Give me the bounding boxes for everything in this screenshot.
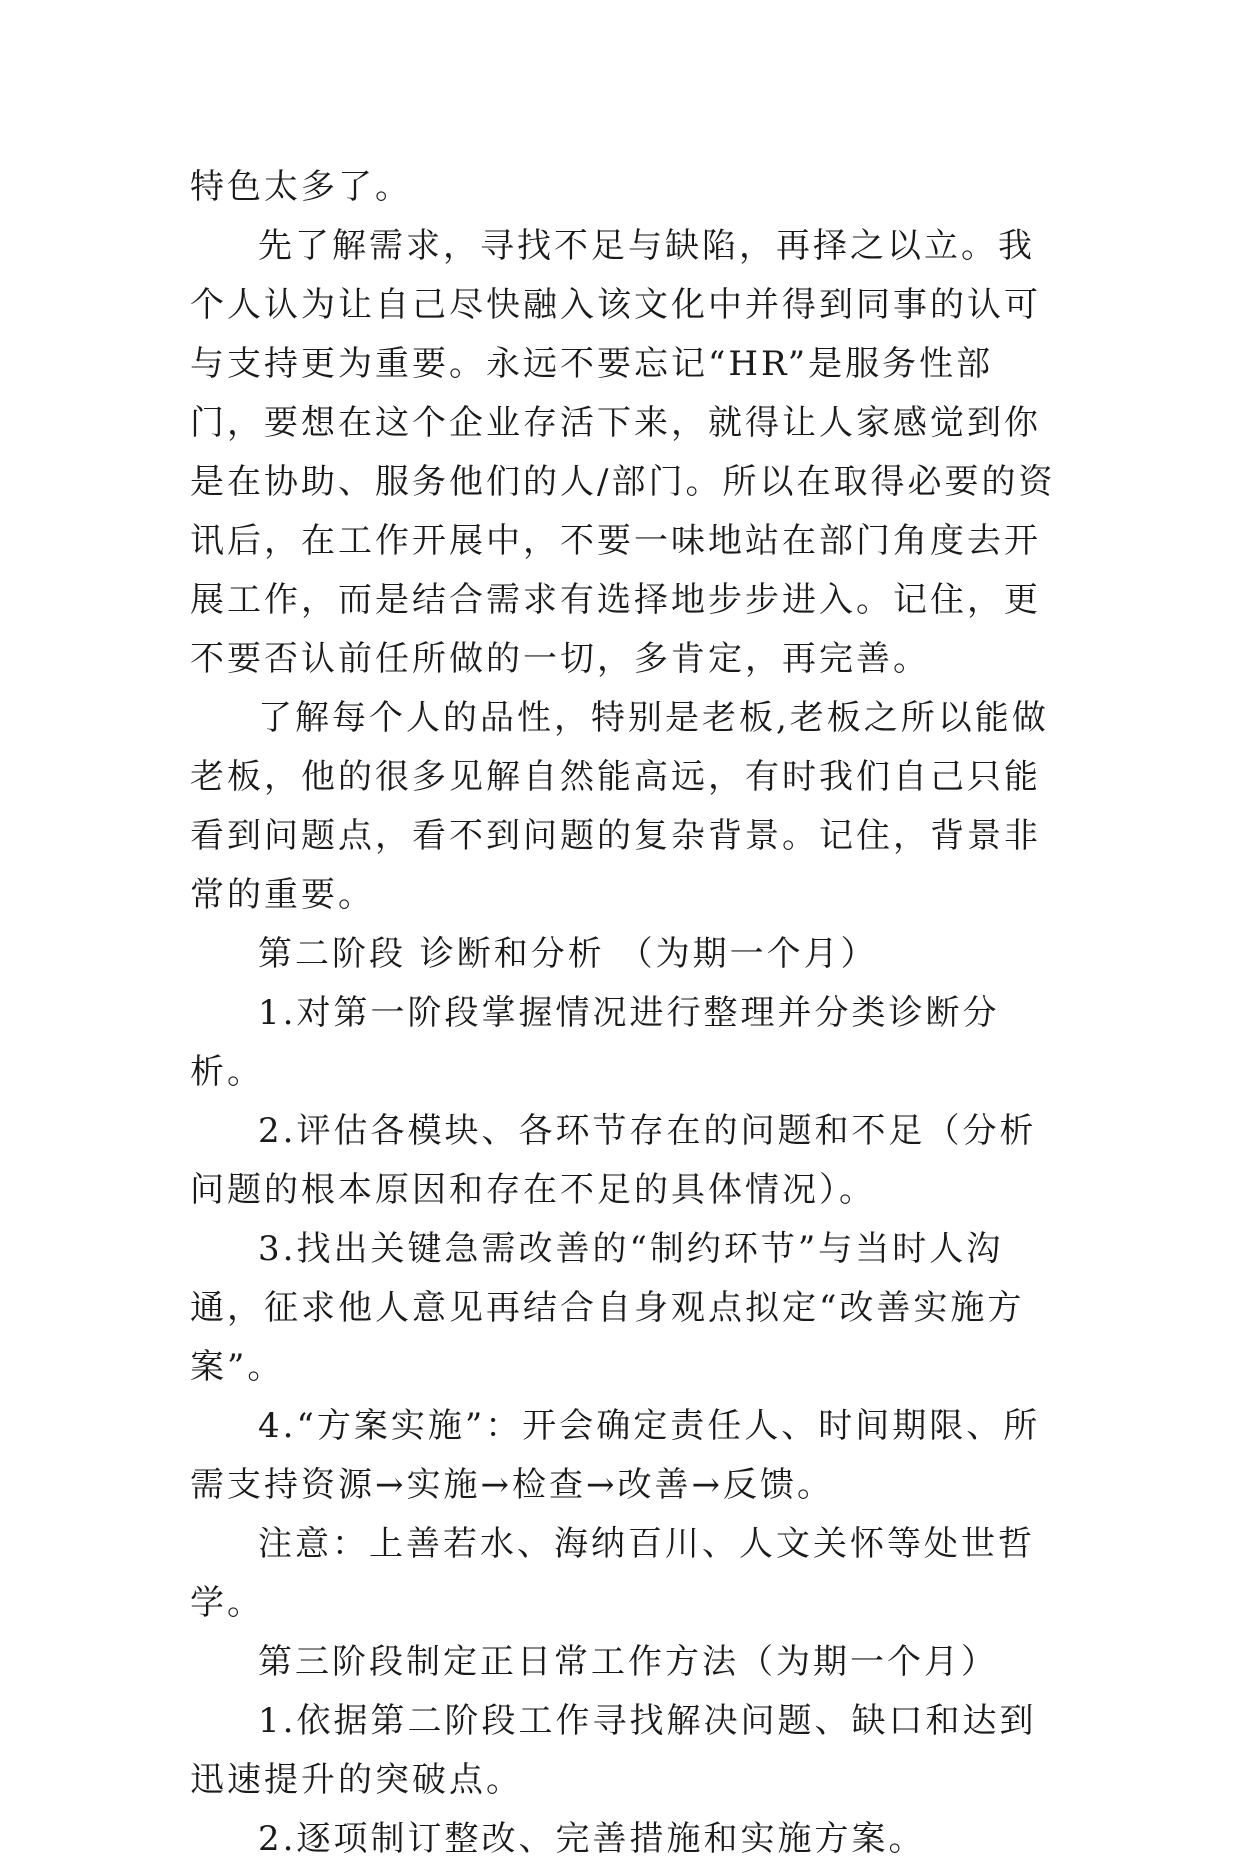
paragraph: 了解每个人的品性，特别是老板,老板之所以能做老板，他的很多见解自然能高远，有时我们自己只能看到问题点，看不到问题的复杂背景。记住，背景非常的重要。 — [190, 698, 1049, 915]
list-item: 3.找出关键急需改善的“制约环节”与当时人沟通，征求他人意见再结合自身观点拟定“改善实施方案”。 — [190, 1229, 1025, 1387]
document-body — [190, 158, 1060, 1869]
list-item: 2.逐项制订整改、完善措施和实施方案。 — [258, 1819, 926, 1859]
section-heading: 第三阶段制定正日常工作方法（为期一个月） — [258, 1642, 998, 1682]
paragraph: 特色太多了。 — [190, 167, 412, 207]
list-item: 1.依据第二阶段工作寻找解决问题、缺口和达到迅速提升的突破点。 — [190, 1701, 1037, 1800]
list-item: 4.“方案实施”：开会确定责任人、时间期限、所需支持资源→实施→检查→改善→反馈。 — [190, 1406, 1041, 1505]
note-paragraph: 注意：上善若水、海纳百川、人文关怀等处世哲学。 — [190, 1524, 1035, 1623]
list-item: 2.评估各模块、各环节存在的问题和不足（分析问题的根本原因和存在不足的具体情况）。 — [190, 1111, 1037, 1210]
paragraph: 先了解需求，寻找不足与缺陷，再择之以立。我个人认为让自己尽快融入该文化中并得到同事的认可与支持更为重要。永远不要忘记“HR”是服务性部门，要想在这个企业存活下来，就得让人家感觉到你是在协助、服务他们的人/部门。所以在取得必要的资讯后，在工作开展中，不要一味地站在部门角度去开展工作，而是结合需求有选择地步步进入。记住，更不要否认前任所做的一切，多肯定，再完善。 — [190, 226, 1056, 679]
list-item: 1.对第一阶段掌握情况进行整理并分类诊断分析。 — [190, 993, 1000, 1092]
section-heading: 第二阶段 诊断和分析 （为期一个月） — [258, 934, 878, 974]
